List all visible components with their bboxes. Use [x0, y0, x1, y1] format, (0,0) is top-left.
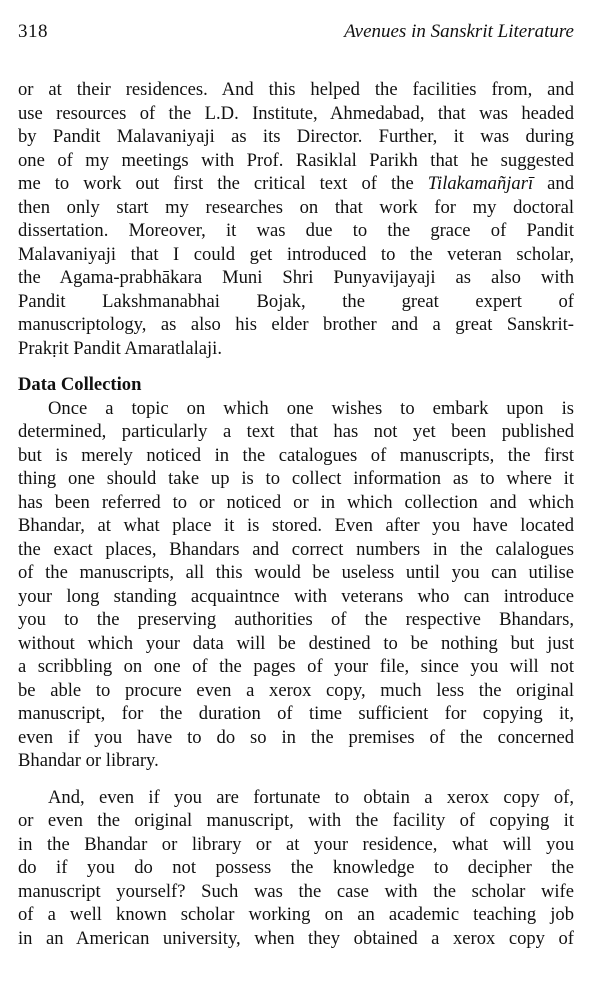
text-line: of the manuscripts, all this would be useless until you can utilise — [18, 562, 574, 583]
running-header — [18, 20, 574, 44]
text-line: be able to procure even a xerox copy, much less the original — [18, 679, 574, 701]
paragraph-3 — [18, 786, 574, 951]
text-line: dissertation. Moreover, it was due to the grace of Pandit — [18, 220, 574, 241]
text-line: in an American university, when they obtained a xerox copy of — [18, 927, 574, 949]
section-heading: Data Collection — [18, 374, 142, 395]
text-line: without which your data will be destined to be nothing but just — [18, 632, 574, 654]
text-line: manuscript, for the duration of time sufficient for copying it, — [18, 703, 574, 724]
page-number: 318 — [18, 21, 48, 42]
text-fragment: and — [547, 173, 575, 194]
text-line: has been referred to or noticed or in which collection and which — [18, 491, 574, 513]
paragraph-1 — [18, 78, 574, 360]
text-line: even if you have to do so in the premises of the concerned — [18, 726, 574, 748]
text-line: or at their residences. And this helped the facilities from, and — [18, 79, 574, 100]
text-line: manuscript yourself? Such was the case with the scholar wife — [18, 880, 574, 902]
text-line: the Agama-prabhākara Muni Shri Punyavijayaji as also with — [18, 267, 574, 288]
work-title: Tilakamañjarī — [427, 173, 534, 194]
text-line: thing one should take up is to collect information as to where it — [18, 468, 574, 489]
text-line: Once a topic on which one wishes to embark upon is — [48, 397, 574, 419]
text-line: then only start my researches on that work for my doctoral — [18, 196, 574, 218]
text-line: Bhandar, at what place it is stored. Even after you have located — [18, 515, 574, 536]
text-line: a scribbling on one of the pages of your file, since you will not — [18, 656, 574, 677]
text-line: by Pandit Malavaniyaji as its Director. Further, it was during — [18, 126, 574, 147]
text-line: Malavaniyaji that I could get introduced to the veteran scholar, — [18, 243, 574, 265]
text-line: do if you do not possess the knowledge to decipher the — [18, 857, 574, 878]
text-line: Bhandar or library. — [18, 750, 159, 771]
paragraph-gap — [18, 773, 574, 786]
text-line: Pandit Lakshmanabhai Bojak, the great expert of — [18, 290, 574, 312]
book-page — [18, 20, 574, 950]
text-line: of a well known scholar working on an academic teaching job — [18, 904, 574, 925]
text-line: you to the preserving authorities of the respective Bhandars, — [18, 609, 574, 630]
text-line: Prakṛit Pandit Amaratlalaji. — [18, 337, 222, 359]
text-line: the exact places, Bhandars and correct numbers in the calalogues — [18, 538, 574, 560]
running-title: Avenues in Sanskrit Literature — [344, 21, 574, 42]
paragraph-2 — [18, 397, 574, 773]
text-fragment: me to work out first the critical text of the — [18, 173, 414, 194]
text-line: your long standing acquaintnce with veterans who can introduce — [18, 585, 574, 607]
text-line: manuscriptology, as also his elder brother and a great Sanskrit- — [18, 314, 574, 335]
text-line: use resources of the L.D. Institute, Ahmedabad, that was headed — [18, 102, 574, 124]
text-line: or even the original manuscript, with the facility of copying it — [18, 810, 574, 831]
text-line: but is merely noticed in the catalogues of manuscripts, the first — [18, 444, 574, 466]
text-line: in the Bhandar or library or at your residence, what will you — [18, 833, 574, 855]
text-line-with-title — [18, 172, 574, 196]
text-line: one of my meetings with Prof. Rasiklal Parikh that he suggested — [18, 149, 574, 171]
text-line: And, even if you are fortunate to obtain a xerox copy of, — [48, 786, 574, 808]
text-line: determined, particularly a text that has not yet been published — [18, 421, 574, 442]
